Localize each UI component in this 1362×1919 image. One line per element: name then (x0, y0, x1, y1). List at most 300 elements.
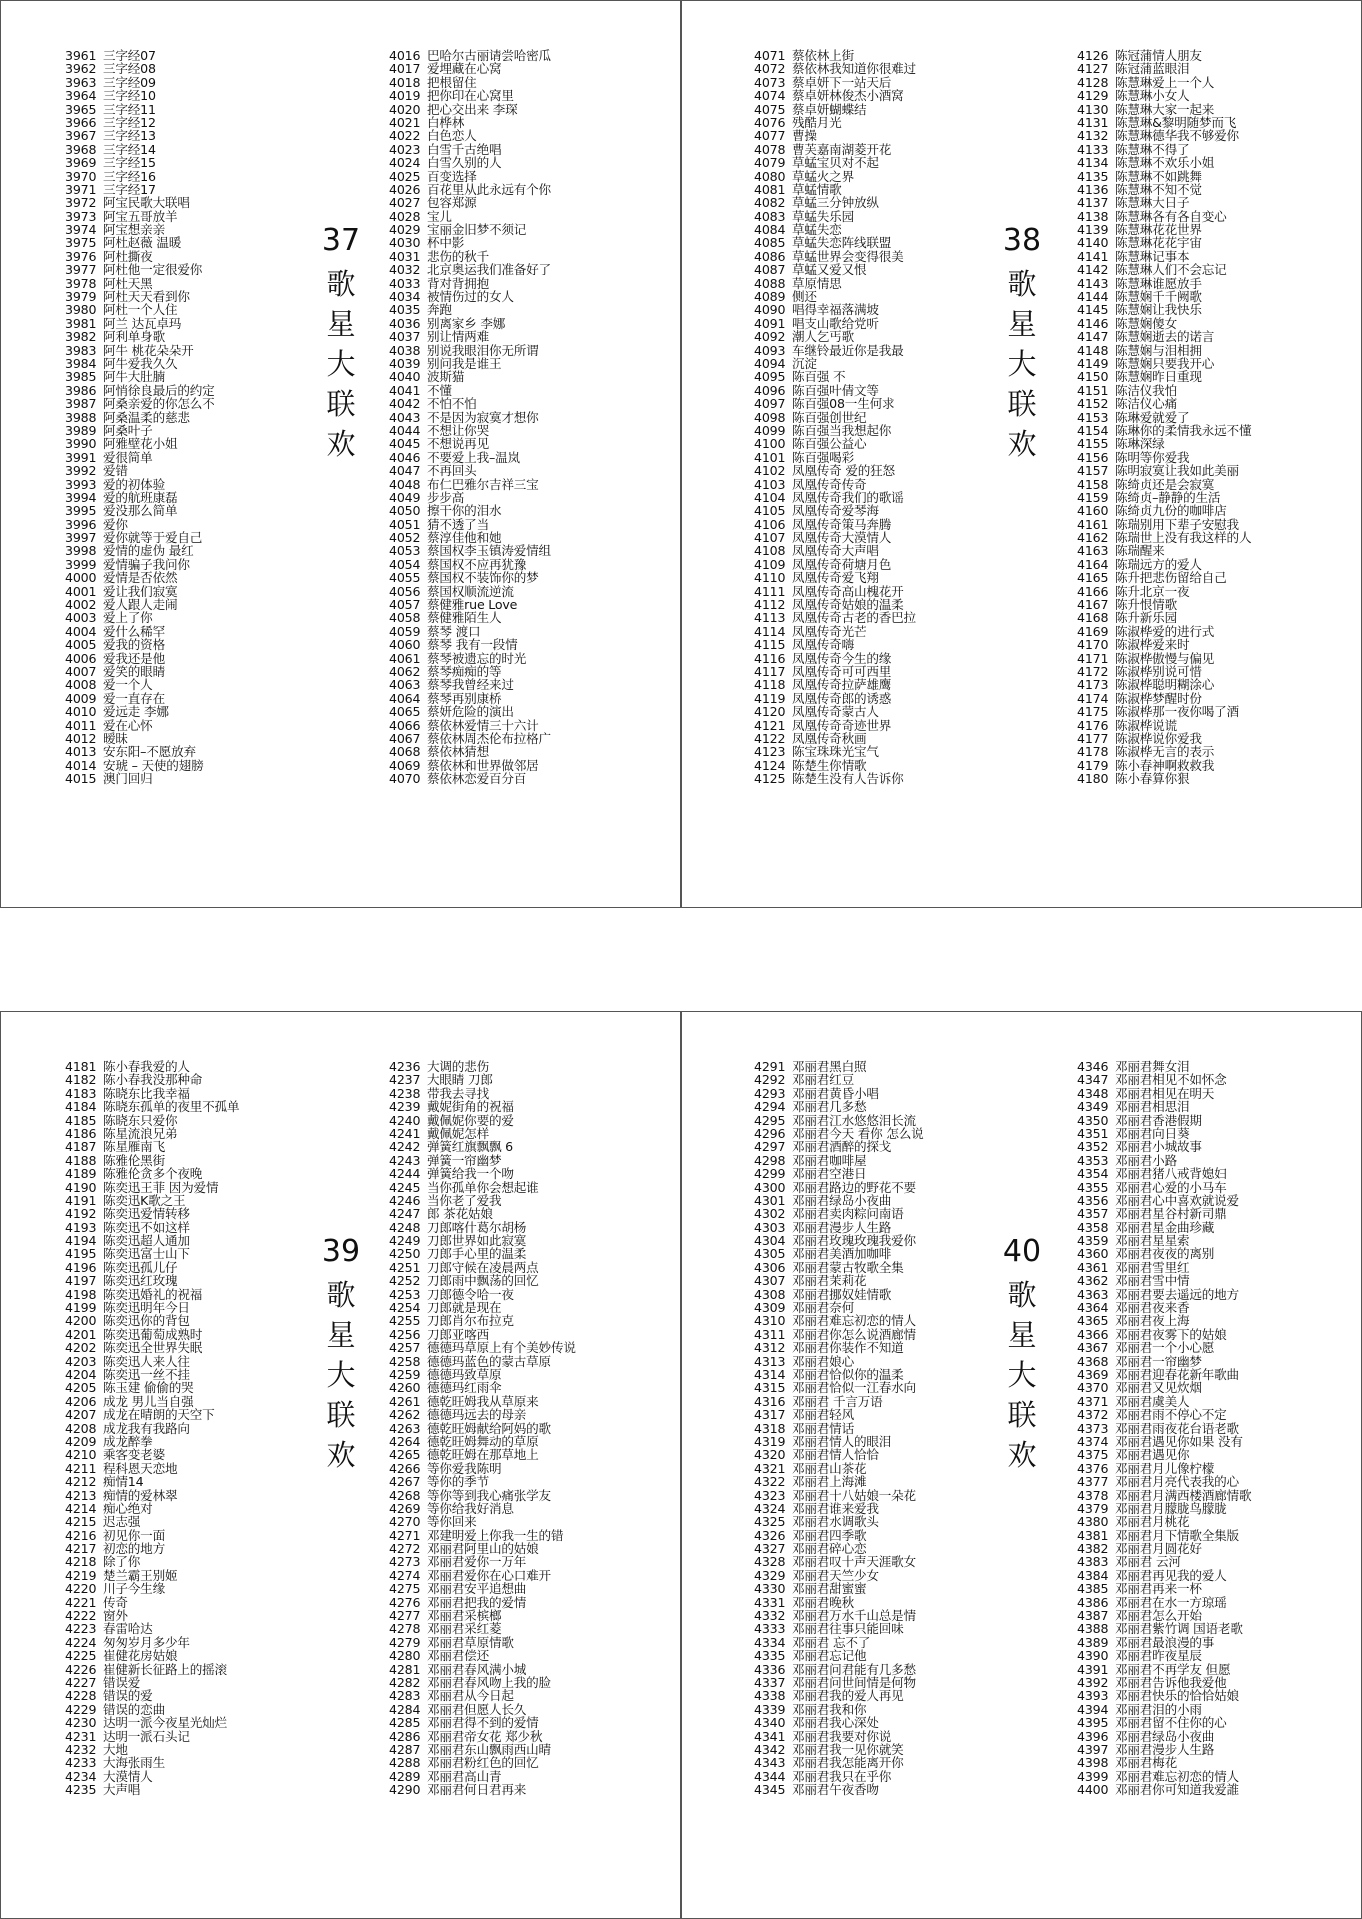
song-number: 4017 (389, 61, 421, 77)
song-number: 4179 (1077, 757, 1109, 773)
song-entry (1077, 1663, 1337, 1676)
song-number: 4308 (754, 1286, 786, 1302)
song-entry (754, 1515, 1014, 1528)
song-number: 4257 (389, 1340, 421, 1356)
song-title: 邓丽君但愿人长久 (427, 1701, 527, 1717)
song-entry (389, 1140, 649, 1153)
song-title: 爱远走 李娜 (103, 704, 169, 720)
song-entry (389, 330, 649, 343)
label-char: 歌 (326, 267, 356, 301)
song-number: 4370 (1077, 1380, 1109, 1396)
song-number: 4176 (1077, 717, 1109, 733)
song-number: 4151 (1077, 382, 1109, 398)
song-entry (389, 170, 649, 183)
song-title: 草蜢三分钟放纵 (792, 195, 879, 211)
song-title: 邓丽君红豆 (792, 1072, 854, 1088)
song-entry (389, 1582, 649, 1595)
song-number: 4107 (754, 530, 786, 546)
song-number: 4075 (754, 101, 786, 117)
song-title: 三字经14 (103, 141, 156, 157)
song-entry (1077, 625, 1337, 638)
song-entry (1077, 1462, 1337, 1475)
song-title: 邓丽君绿岛小夜曲 (792, 1192, 892, 1208)
song-number: 4377 (1077, 1474, 1109, 1490)
song-entry (1077, 1636, 1337, 1649)
song-title: 三字经16 (103, 168, 156, 184)
song-title: 不要爱上我–温岚 (427, 449, 520, 465)
song-number: 3986 (65, 382, 97, 398)
song-entry (389, 357, 649, 370)
song-number: 4028 (389, 208, 421, 224)
song-entry (65, 196, 325, 209)
song-entry (65, 1073, 325, 1086)
song-entry (389, 652, 649, 665)
song-title: 崔健新长征路上的摇滚 (103, 1661, 227, 1677)
song-number: 4081 (754, 181, 786, 197)
song-entry (65, 129, 325, 142)
song-number: 4127 (1077, 61, 1109, 77)
song-number: 4143 (1077, 275, 1109, 291)
song-number: 4342 (754, 1741, 786, 1757)
song-entry (1077, 411, 1337, 424)
song-title: 陈明等你爱我 (1115, 449, 1190, 465)
song-number: 4288 (389, 1755, 421, 1771)
song-entry (389, 1422, 649, 1435)
song-title: 当你老了爱我 (427, 1192, 502, 1208)
song-number: 4346 (1077, 1059, 1109, 1074)
song-entry (754, 611, 1014, 624)
song-title: 草蜢失恋阵线联盟 (792, 235, 892, 251)
song-number: 4103 (754, 476, 786, 492)
song-title: 刀郎手心里的温柔 (427, 1246, 527, 1262)
song-title: 邓丽君雪里红 (1115, 1259, 1190, 1275)
right-column (1077, 1060, 1337, 1796)
song-title: 蔡健雅陌生人 (427, 610, 502, 626)
song-title: 宝丽金旧梦不须记 (427, 222, 527, 238)
song-number: 4256 (389, 1326, 421, 1342)
song-title: 戴妮街角的祝福 (427, 1099, 514, 1115)
song-number: 4034 (389, 289, 421, 305)
song-number: 3970 (65, 168, 97, 184)
song-number: 4279 (389, 1634, 421, 1650)
song-title: 邓丽君几多愁 (792, 1099, 867, 1115)
song-number: 4335 (754, 1648, 786, 1664)
song-entry (1077, 491, 1337, 504)
song-title: 等你给我好消息 (427, 1500, 514, 1516)
song-entry (65, 1596, 325, 1609)
song-number: 4038 (389, 342, 421, 358)
song-entry (389, 236, 649, 249)
song-entry (1077, 1140, 1337, 1153)
song-title: 陈慧琳大日子 (1115, 195, 1190, 211)
song-entry (754, 1676, 1014, 1689)
song-number: 4361 (1077, 1259, 1109, 1275)
song-title: 陈慧琳不欢乐小姐 (1115, 155, 1215, 171)
song-entry (65, 411, 325, 424)
page-37 (0, 0, 681, 908)
song-number: 4170 (1077, 637, 1109, 653)
song-entry (65, 49, 325, 62)
song-number: 4162 (1077, 530, 1109, 546)
song-entry (754, 277, 1014, 290)
song-number: 4282 (389, 1674, 421, 1690)
song-entry (1077, 1489, 1337, 1502)
song-entry (389, 196, 649, 209)
song-entry (389, 1288, 649, 1301)
song-number: 4275 (389, 1581, 421, 1597)
song-title: 凤凰传奇荷塘月色 (792, 556, 892, 572)
song-entry (754, 196, 1014, 209)
song-number: 3989 (65, 422, 97, 438)
song-number: 4398 (1077, 1755, 1109, 1771)
song-entry (389, 1515, 649, 1528)
song-entry (389, 1475, 649, 1488)
song-entry (389, 250, 649, 263)
song-number: 4052 (389, 530, 421, 546)
song-title: 邓丽君月圆花好 (1115, 1541, 1202, 1557)
song-title: 陈百强公益心 (792, 436, 867, 452)
song-number: 4114 (754, 623, 786, 639)
song-number: 4296 (754, 1125, 786, 1141)
song-title: 爱你就等于爱自己 (103, 530, 203, 546)
song-number: 4306 (754, 1259, 786, 1275)
song-entry (1077, 196, 1337, 209)
song-title: 陈淑桦说谎 (1115, 717, 1177, 733)
song-number: 4119 (754, 690, 786, 706)
song-title: 陈慧琳爱上一个人 (1115, 74, 1215, 90)
song-entry (65, 103, 325, 116)
song-title: 达明一派石头记 (103, 1728, 190, 1744)
song-number: 3996 (65, 516, 97, 532)
song-entry (754, 1609, 1014, 1622)
song-number: 4239 (389, 1099, 421, 1115)
song-entry (754, 745, 1014, 758)
song-entry (1077, 1743, 1337, 1756)
song-number: 4295 (754, 1112, 786, 1128)
song-number: 3991 (65, 449, 97, 465)
song-number: 4024 (389, 155, 421, 171)
song-entry (389, 625, 649, 638)
song-number: 4142 (1077, 262, 1109, 278)
song-number: 4099 (754, 422, 786, 438)
song-title: 澳门回归 (103, 771, 153, 787)
song-number: 4227 (65, 1674, 97, 1690)
left-column (65, 49, 325, 785)
song-number: 4161 (1077, 516, 1109, 532)
song-entry (1077, 103, 1337, 116)
song-title: 陈小春我没那种命 (103, 1072, 203, 1088)
song-title: 邓丽君舞女泪 (1115, 1059, 1190, 1074)
song-number: 4303 (754, 1219, 786, 1235)
song-entry (65, 223, 325, 236)
right-column (1077, 49, 1337, 785)
song-number: 4076 (754, 114, 786, 130)
song-number: 4251 (389, 1259, 421, 1275)
song-number: 4323 (754, 1487, 786, 1503)
song-title: 阿牛大肚腩 (103, 369, 165, 385)
song-title: 陈慧琳&黎明随梦而飞 (1115, 114, 1237, 130)
song-number: 4130 (1077, 101, 1109, 117)
song-number: 4180 (1077, 771, 1109, 787)
song-entry (389, 1087, 649, 1100)
song-entry (1077, 424, 1337, 437)
song-entry (389, 1355, 649, 1368)
song-number: 4184 (65, 1099, 97, 1115)
song-entry (1077, 1368, 1337, 1381)
song-number: 4036 (389, 315, 421, 331)
song-number: 4281 (389, 1661, 421, 1677)
song-title: 邓丽君我只在乎你 (792, 1768, 892, 1784)
song-entry (389, 116, 649, 129)
song-title: 草原情思 (792, 275, 842, 291)
song-entry (389, 1730, 649, 1743)
song-number: 4167 (1077, 597, 1109, 613)
song-number: 4189 (65, 1166, 97, 1182)
song-title: 邓丽君怎么开始 (1115, 1608, 1202, 1624)
song-number: 4228 (65, 1688, 97, 1704)
song-entry (389, 464, 649, 477)
song-number: 4349 (1077, 1099, 1109, 1115)
song-entry (1077, 437, 1337, 450)
song-number: 4171 (1077, 650, 1109, 666)
song-entry (389, 89, 649, 102)
song-entry (65, 692, 325, 705)
song-number: 4266 (389, 1460, 421, 1476)
song-title: 阿宝民歌大联唱 (103, 195, 190, 211)
song-entry (389, 1073, 649, 1086)
song-entry (1077, 62, 1337, 75)
song-number: 4044 (389, 422, 421, 438)
page-badge (998, 1234, 1046, 1475)
song-title: 阿桑温柔的慈悲 (103, 409, 190, 425)
song-entry (389, 1569, 649, 1582)
song-entry (754, 1087, 1014, 1100)
song-number: 4159 (1077, 489, 1109, 505)
song-entry (65, 210, 325, 223)
song-entry (65, 652, 325, 665)
song-entry (65, 1770, 325, 1783)
song-number: 4006 (65, 650, 97, 666)
song-title: 三字经07 (103, 48, 156, 63)
song-number: 3967 (65, 128, 97, 144)
song-number: 3965 (65, 101, 97, 117)
song-title: 阿悄徐良最后的约定 (103, 382, 215, 398)
song-entry (65, 317, 325, 330)
song-entry (754, 183, 1014, 196)
song-title: 凤凰传奇秋画 (792, 730, 867, 746)
song-title: 蔡琴 我有一段情 (427, 637, 518, 653)
song-number: 4322 (754, 1474, 786, 1490)
song-entry (65, 116, 325, 129)
song-number: 4300 (754, 1179, 786, 1195)
song-title: 阿杜赵薇 温暖 (103, 235, 182, 251)
song-title: 草蜢失恋 (792, 222, 842, 238)
song-title: 凤凰传奇爱飞翔 (792, 570, 879, 586)
song-number: 4324 (754, 1500, 786, 1516)
song-entry (754, 411, 1014, 424)
song-title: 邓丽君月桃花 (1115, 1514, 1190, 1530)
song-entry (1077, 1207, 1337, 1220)
song-entry (389, 719, 649, 732)
song-title: 沉淀 (792, 355, 817, 371)
song-number: 4201 (65, 1326, 97, 1342)
song-title: 邓丽君阿里山的姑娘 (427, 1541, 539, 1557)
song-title: 把根留住 (427, 74, 477, 90)
song-number: 4269 (389, 1500, 421, 1516)
song-number: 4345 (754, 1782, 786, 1798)
song-number: 4095 (754, 369, 786, 385)
song-entry (389, 772, 649, 785)
song-title: 邓丽君夜上海 (1115, 1313, 1190, 1329)
song-title: 三字经11 (103, 101, 156, 117)
song-entry (65, 1207, 325, 1220)
song-title: 蔡国权李玉镇涛爱情组 (427, 543, 551, 559)
song-entry (754, 1194, 1014, 1207)
song-title: 邓丽君相见不如怀念 (1115, 1072, 1227, 1088)
song-title: 蔡琴痴痴的等 (427, 663, 502, 679)
song-entry (754, 397, 1014, 410)
song-entry (754, 1395, 1014, 1408)
song-title: 邓丽君相见在明天 (1115, 1085, 1215, 1101)
song-number: 4395 (1077, 1715, 1109, 1731)
song-title: 邓丽君向日葵 (1115, 1125, 1190, 1141)
song-entry (65, 491, 325, 504)
song-number: 4389 (1077, 1634, 1109, 1650)
song-title: 杯中影 (427, 235, 465, 251)
song-entry (65, 1341, 325, 1354)
song-number: 4134 (1077, 155, 1109, 171)
song-number: 3985 (65, 369, 97, 385)
song-entry (389, 1529, 649, 1542)
song-entry (754, 1127, 1014, 1140)
song-title: 陈晓东孤单的夜里不孤单 (103, 1099, 240, 1115)
song-entry (65, 504, 325, 517)
song-title: 蔡依林周杰伦布拉格广 (427, 730, 551, 746)
song-number: 4252 (389, 1273, 421, 1289)
song-number: 4149 (1077, 355, 1109, 371)
song-title: 邓丽君黑白照 (792, 1059, 867, 1074)
song-title: 带我去寻找 (427, 1085, 489, 1101)
song-title: 奔跑 (427, 302, 452, 318)
song-title: 邓丽君月儿像柠檬 (1115, 1460, 1215, 1476)
song-number: 4048 (389, 476, 421, 492)
song-number: 4267 (389, 1474, 421, 1490)
song-number: 4108 (754, 543, 786, 559)
song-title: 爱很简单 (103, 449, 153, 465)
song-number: 4259 (389, 1366, 421, 1382)
song-number: 4025 (389, 168, 421, 184)
song-entry (754, 1555, 1014, 1568)
song-entry (1077, 1408, 1337, 1421)
song-number: 4272 (389, 1541, 421, 1557)
song-number: 4047 (389, 463, 421, 479)
song-number: 4325 (754, 1514, 786, 1530)
song-entry (65, 531, 325, 544)
song-number: 4116 (754, 650, 786, 666)
song-entry (389, 1100, 649, 1113)
song-title: 邓丽君泪的小雨 (1115, 1701, 1202, 1717)
song-number: 4010 (65, 704, 97, 720)
song-number: 4253 (389, 1286, 421, 1302)
song-title: 白桦林 (427, 114, 465, 130)
song-entry (1077, 1448, 1337, 1461)
song-number: 4386 (1077, 1594, 1109, 1610)
song-title: 痴心绝对 (103, 1500, 153, 1516)
song-title: 等你等到我心痛张学友 (427, 1487, 551, 1503)
song-title: 邓丽君昨夜星辰 (1115, 1648, 1202, 1664)
song-number: 4337 (754, 1674, 786, 1690)
song-title: 不懂 (427, 382, 452, 398)
song-title: 邓丽君爱你一万年 (427, 1554, 527, 1570)
song-title: 陈升北京一夜 (1115, 583, 1190, 599)
song-entry (65, 1435, 325, 1448)
song-entry (389, 1435, 649, 1448)
song-number: 4277 (389, 1608, 421, 1624)
song-number: 4080 (754, 168, 786, 184)
song-title: 邓丽君我的爱人再见 (792, 1688, 904, 1704)
song-entry (389, 1689, 649, 1702)
song-number: 4294 (754, 1099, 786, 1115)
song-title: 曹芙嘉南湖菱开花 (792, 141, 892, 157)
song-number: 4224 (65, 1634, 97, 1650)
song-number: 4059 (389, 623, 421, 639)
song-title: 德乾旺姆舞动的草原 (427, 1433, 539, 1449)
song-title: 陈奕迅王菲 因为爱情 (103, 1179, 219, 1195)
song-number: 4066 (389, 717, 421, 733)
song-number: 4062 (389, 663, 421, 679)
song-number: 4102 (754, 463, 786, 479)
song-entry (389, 103, 649, 116)
song-entry (754, 344, 1014, 357)
song-number: 4070 (389, 771, 421, 787)
song-number: 4367 (1077, 1340, 1109, 1356)
song-entry (65, 1181, 325, 1194)
song-title: 陈淑桦爱的进行式 (1115, 623, 1215, 639)
song-entry (65, 1448, 325, 1461)
song-number: 4001 (65, 583, 97, 599)
song-entry (389, 370, 649, 383)
song-number: 4217 (65, 1541, 97, 1557)
song-number: 4094 (754, 355, 786, 371)
song-number: 4327 (754, 1541, 786, 1557)
song-number: 4131 (1077, 114, 1109, 130)
song-entry (389, 705, 649, 718)
song-entry (65, 1355, 325, 1368)
song-entry (389, 759, 649, 772)
song-number: 4166 (1077, 583, 1109, 599)
song-number: 4291 (754, 1059, 786, 1074)
song-number: 4046 (389, 449, 421, 465)
song-title: 陈雅伦贪多个夜晚 (103, 1166, 203, 1182)
song-entry (754, 571, 1014, 584)
song-title: 邓丽君江水悠悠泪长流 (792, 1112, 916, 1128)
song-entry (1077, 1689, 1337, 1702)
song-title: 不是因为寂寞才想你 (427, 409, 539, 425)
song-title: 邓丽君夜来香 (1115, 1300, 1190, 1316)
song-number: 4382 (1077, 1541, 1109, 1557)
song-entry (65, 1636, 325, 1649)
song-entry (1077, 303, 1337, 316)
song-title: 崔健花房姑娘 (103, 1648, 178, 1664)
song-number: 4150 (1077, 369, 1109, 385)
song-entry (1077, 1261, 1337, 1274)
song-number: 4299 (754, 1166, 786, 1182)
song-entry (1077, 236, 1337, 249)
song-entry (1077, 1154, 1337, 1167)
song-title: 三字经10 (103, 88, 156, 104)
song-number: 4312 (754, 1340, 786, 1356)
song-title: 邓丽君不再学友 但愿 (1115, 1661, 1231, 1677)
